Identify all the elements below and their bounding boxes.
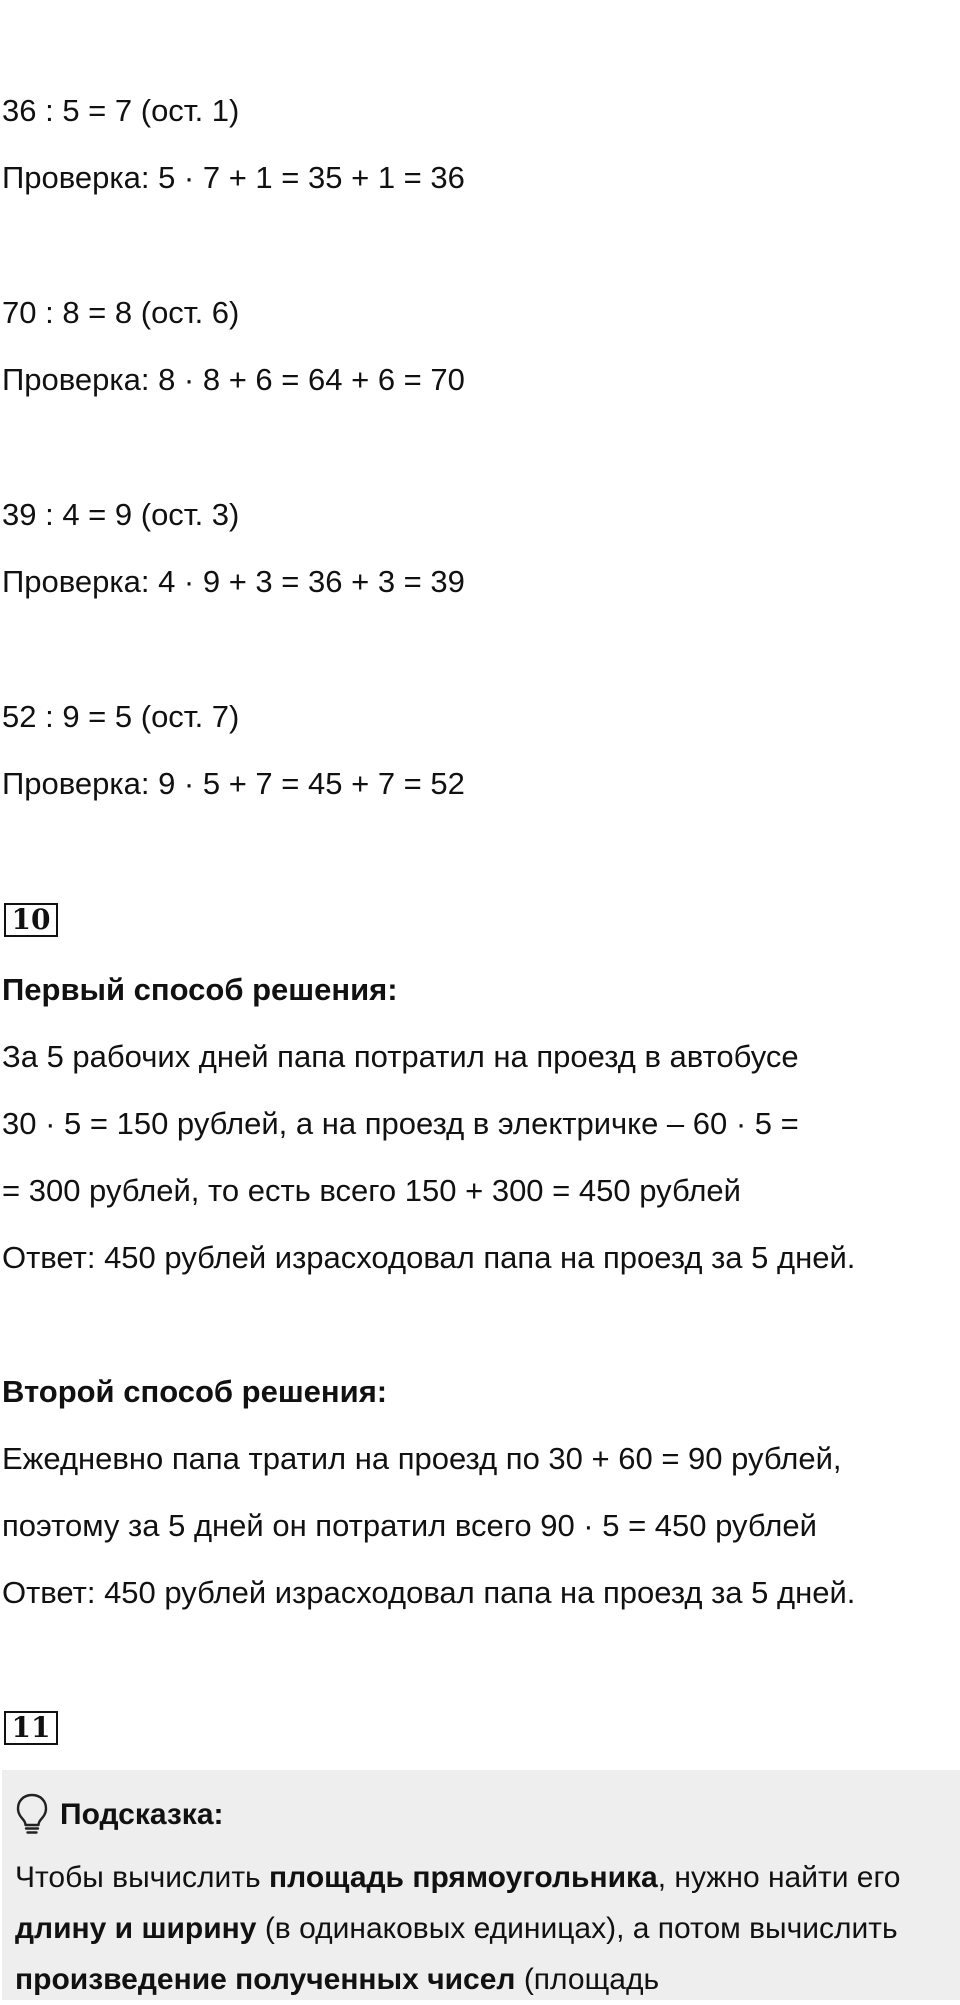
hint-text	[15, 1852, 950, 2005]
method-1-heading: Первый способ решения:	[2, 972, 398, 1007]
hint-term-area: площадь прямоугольника	[269, 1861, 658, 1894]
hint-term-dimensions: длину и ширину	[15, 1912, 257, 1945]
method-1-line: За 5 рабочих дней папа потратил на проезд в автобусе	[2, 1039, 799, 1074]
check-line-1: Проверка: 5 · 7 + 1 = 35 + 1 = 36	[2, 160, 465, 195]
check-line-2: Проверка: 8 · 8 + 6 = 64 + 6 = 70	[2, 362, 465, 397]
method-1-answer: Ответ: 450 рублей израсходовал папа на проезд за 5 дней.	[2, 1240, 856, 1275]
hint-term-product: произведение полученных чисел	[15, 1963, 516, 1996]
method-2-line: поэтому за 5 дней он потратил всего 90 · 5 = 450 рублей	[2, 1508, 817, 1543]
task-number-11: 11	[4, 1711, 58, 1745]
method-2-answer: Ответ: 450 рублей израсходовал папа на проезд за 5 дней.	[2, 1575, 856, 1610]
check-line-3: Проверка: 4 · 9 + 3 = 36 + 3 = 39	[2, 564, 465, 599]
method-1-line: 30 · 5 = 150 рублей, а на проезд в электричке – 60 · 5 =	[2, 1106, 799, 1141]
task-number-10: 10	[4, 903, 58, 937]
method-2-line: Ежедневно папа тратил на проезд по 30 + 60 = 90 рублей,	[2, 1441, 842, 1476]
hint-text-part: , нужно найти его	[657, 1861, 901, 1894]
hint-text-part: Чтобы вычислить	[15, 1861, 270, 1894]
division-line-1: 36 : 5 = 7 (ост. 1)	[2, 93, 240, 128]
check-line-4: Проверка: 9 · 5 + 7 = 45 + 7 = 52	[2, 766, 465, 801]
method-2-heading: Второй способ решения:	[2, 1374, 388, 1409]
hint-text-part: (площадь	[515, 1963, 660, 1996]
method-1-line: = 300 рублей, то есть всего 150 + 300 = 450 рублей	[2, 1173, 741, 1208]
lightbulb-icon	[14, 1792, 50, 1836]
division-line-4: 52 : 9 = 5 (ост. 7)	[2, 699, 240, 734]
division-line-2: 70 : 8 = 8 (ост. 6)	[2, 295, 240, 330]
hint-text-part: (в одинаковых единицах), а потом вычислить	[256, 1912, 898, 1945]
hint-box	[2, 1770, 960, 2000]
hint-title: Подсказка:	[60, 1798, 224, 1831]
division-line-3: 39 : 4 = 9 (ост. 3)	[2, 497, 240, 532]
